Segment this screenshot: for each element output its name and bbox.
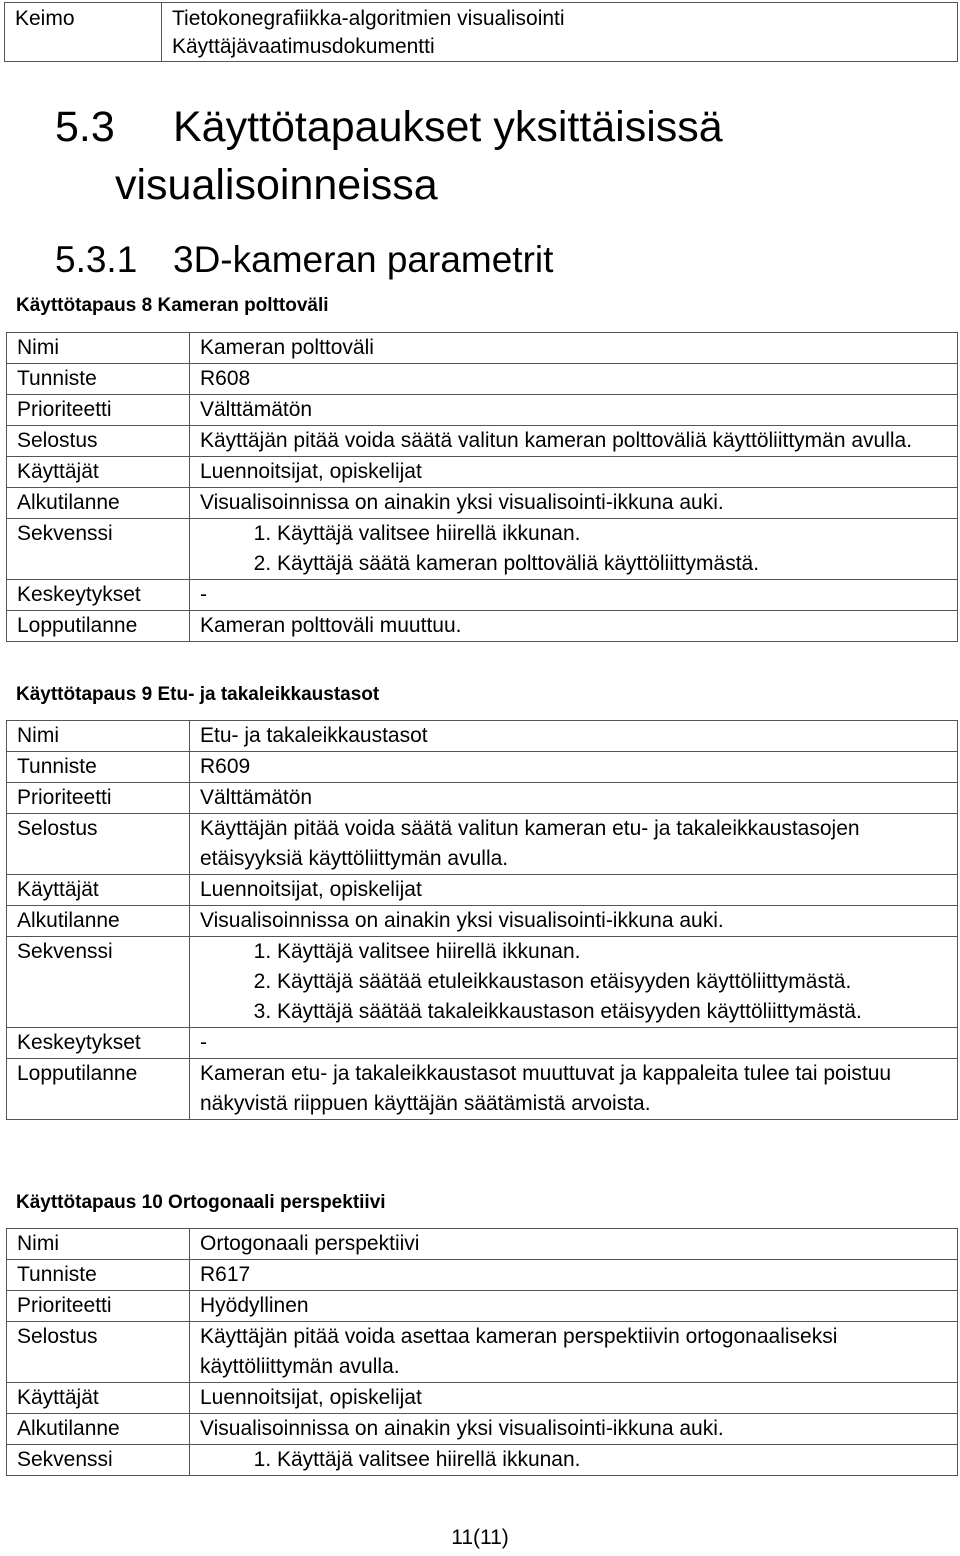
row-label: Prioriteetti [7, 783, 190, 814]
row-value [190, 937, 958, 1028]
subsection-title: 3D-kameran parametrit [173, 239, 554, 280]
table-row [7, 752, 958, 783]
row-value: Luennoitsijat, opiskelijat [190, 457, 958, 488]
page-header [4, 2, 958, 62]
section-title-line2: visualisoinneissa [115, 161, 438, 209]
usecase-table [6, 332, 958, 642]
row-value: Kameran etu- ja takaleikkaustasot muuttuvat ja kappaleita tulee tai poistuu näkyvistä riippuen käyttäjän säätämistä arvoista. [190, 1059, 958, 1120]
row-label: Tunniste [7, 752, 190, 783]
usecase-caption: Käyttötapaus 10 Ortogonaali perspektiivi [16, 1192, 386, 1213]
sequence-step: 2. Käyttäjä säätä kameran polttoväliä käyttöliittymästä. [277, 549, 949, 579]
row-label: Käyttäjät [7, 457, 190, 488]
row-label: Selostus [7, 814, 190, 875]
row-value: Välttämätön [190, 783, 958, 814]
row-value [190, 1445, 958, 1476]
row-label: Prioriteetti [7, 1291, 190, 1322]
table-row [7, 1291, 958, 1322]
row-value: - [190, 1028, 958, 1059]
sequence-step: 1. Käyttäjä valitsee hiirellä ikkunan. [277, 519, 949, 549]
table-row [7, 1260, 958, 1291]
table-row [7, 364, 958, 395]
row-label: Käyttäjät [7, 875, 190, 906]
table-row [7, 333, 958, 364]
row-label: Alkutilanne [7, 906, 190, 937]
row-label: Nimi [7, 333, 190, 364]
row-label: Sekvenssi [7, 519, 190, 580]
row-label: Käyttäjät [7, 1383, 190, 1414]
table-row [7, 937, 958, 1028]
table-row [7, 1383, 958, 1414]
usecase-table [6, 720, 958, 1120]
row-label: Prioriteetti [7, 395, 190, 426]
row-value: Ortogonaali perspektiivi [190, 1229, 958, 1260]
row-label: Lopputilanne [7, 611, 190, 642]
table-row [7, 611, 958, 642]
row-label: Sekvenssi [7, 1445, 190, 1476]
table-row [7, 1059, 958, 1120]
sequence-list [200, 519, 949, 579]
table-row [7, 580, 958, 611]
header-title-cell [162, 3, 958, 62]
table-row [7, 426, 958, 457]
row-label: Tunniste [7, 1260, 190, 1291]
sequence-step: 2. Käyttäjä säätää etuleikkaustason etäisyyden käyttöliittymästä. [277, 967, 949, 997]
row-label: Keskeytykset [7, 1028, 190, 1059]
subsection-heading [55, 236, 553, 284]
section-number: 5.3 [55, 103, 115, 151]
row-value: Luennoitsijat, opiskelijat [190, 1383, 958, 1414]
row-value: Kameran polttoväli muuttuu. [190, 611, 958, 642]
section-heading [55, 98, 723, 214]
table-row [7, 1445, 958, 1476]
row-value: Visualisoinnissa on ainakin yksi visualisointi-ikkuna auki. [190, 1414, 958, 1445]
sequence-step: 3. Käyttäjä säätää takaleikkaustason etäisyyden käyttöliittymästä. [277, 997, 949, 1027]
row-value: R617 [190, 1260, 958, 1291]
row-value: Käyttäjän pitää voida asettaa kameran perspektiivin ortogonaaliseksi käyttöliittymän avulla. [190, 1322, 958, 1383]
sequence-list [200, 937, 949, 1027]
table-row [7, 1414, 958, 1445]
usecase-table [6, 1228, 958, 1476]
table-row [7, 1229, 958, 1260]
page-number: 11(11) [451, 1526, 509, 1549]
row-value: Visualisoinnissa on ainakin yksi visualisointi-ikkuna auki. [190, 906, 958, 937]
row-value: - [190, 580, 958, 611]
row-value: Visualisoinnissa on ainakin yksi visualisointi-ikkuna auki. [190, 488, 958, 519]
table-row [7, 457, 958, 488]
row-value: Välttämätön [190, 395, 958, 426]
usecase-caption: Käyttötapaus 8 Kameran polttoväli [16, 295, 329, 316]
row-label: Nimi [7, 721, 190, 752]
usecase-caption: Käyttötapaus 9 Etu- ja takaleikkaustasot [16, 684, 380, 705]
row-value: Käyttäjän pitää voida säätä valitun kameran polttoväliä käyttöliittymän avulla. [190, 426, 958, 457]
row-value: R608 [190, 364, 958, 395]
row-label: Nimi [7, 1229, 190, 1260]
header-project-title: Tietokonegrafiikka-algoritmien visualisointi [172, 7, 565, 30]
row-value: R609 [190, 752, 958, 783]
sequence-list [200, 1445, 949, 1475]
row-value: Luennoitsijat, opiskelijat [190, 875, 958, 906]
table-row [7, 875, 958, 906]
table-row [7, 1322, 958, 1383]
table-row [7, 488, 958, 519]
row-value: Kameran polttoväli [190, 333, 958, 364]
row-value: Etu- ja takaleikkaustasot [190, 721, 958, 752]
sequence-step: 1. Käyttäjä valitsee hiirellä ikkunan. [277, 937, 949, 967]
table-row [7, 906, 958, 937]
row-label: Keskeytykset [7, 580, 190, 611]
sequence-step: 1. Käyttäjä valitsee hiirellä ikkunan. [277, 1445, 949, 1475]
subsection-number: 5.3.1 [55, 239, 138, 280]
header-document-type: Käyttäjävaatimusdokumentti [172, 35, 435, 58]
row-label: Sekvenssi [7, 937, 190, 1028]
table-row [7, 721, 958, 752]
section-title-line1: Käyttötapaukset yksittäisissä [173, 103, 723, 151]
row-value: Käyttäjän pitää voida säätä valitun kameran etu- ja takaleikkaustasojen etäisyyksiä käyttöliittymän avulla. [190, 814, 958, 875]
table-row [7, 395, 958, 426]
row-label: Selostus [7, 1322, 190, 1383]
row-value [190, 519, 958, 580]
row-label: Alkutilanne [7, 488, 190, 519]
row-value: Hyödyllinen [190, 1291, 958, 1322]
row-label: Alkutilanne [7, 1414, 190, 1445]
table-row [7, 519, 958, 580]
row-label: Tunniste [7, 364, 190, 395]
table-row [7, 814, 958, 875]
table-row [7, 1028, 958, 1059]
row-label: Selostus [7, 426, 190, 457]
header-author: Keimo [5, 3, 162, 62]
table-row [7, 783, 958, 814]
row-label: Lopputilanne [7, 1059, 190, 1120]
